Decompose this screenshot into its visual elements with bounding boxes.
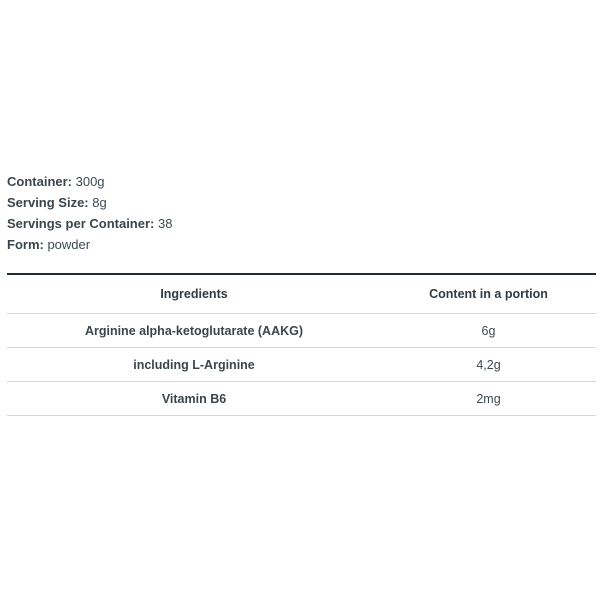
container-label: Container: xyxy=(7,174,72,189)
serving-size-label: Serving Size: xyxy=(7,195,89,210)
servings-per-container-label: Servings per Container: xyxy=(7,216,155,231)
table-row xyxy=(7,348,596,382)
servings-per-container-row xyxy=(7,213,172,234)
serving-size-value: 8g xyxy=(88,195,107,210)
container-row xyxy=(7,171,172,192)
ingredient-name: including L-Arginine xyxy=(7,348,381,382)
header-content-in-portion: Content in a portion xyxy=(381,275,596,314)
ingredient-amount: 2mg xyxy=(381,382,596,416)
ingredients-table xyxy=(7,275,596,416)
container-value: 300g xyxy=(72,174,105,189)
header-ingredients: Ingredients xyxy=(7,275,381,314)
form-row xyxy=(7,234,172,255)
servings-per-container-value: 38 xyxy=(154,216,173,231)
ingredient-name: Arginine alpha-ketoglutarate (AAKG) xyxy=(7,314,381,348)
form-value: powder xyxy=(43,237,91,252)
ingredient-name: Vitamin B6 xyxy=(7,382,381,416)
table-header-row xyxy=(7,275,596,314)
ingredients-table-container xyxy=(7,273,596,416)
table-row xyxy=(7,382,596,416)
form-label: Form: xyxy=(7,237,44,252)
serving-size-row xyxy=(7,192,172,213)
ingredient-amount: 4,2g xyxy=(381,348,596,382)
ingredient-amount: 6g xyxy=(381,314,596,348)
product-info xyxy=(7,171,172,255)
table-row xyxy=(7,314,596,348)
